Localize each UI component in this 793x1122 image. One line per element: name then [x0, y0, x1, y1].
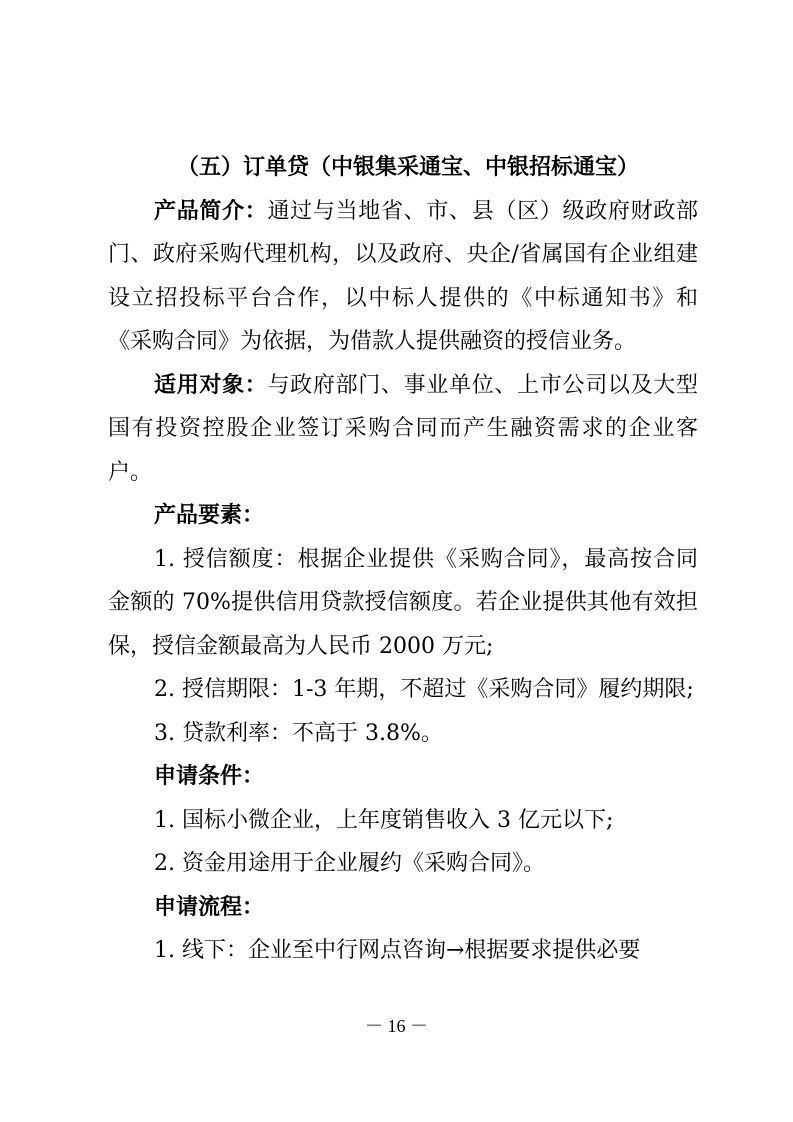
elements-title: 产品要素：: [154, 502, 265, 528]
process-item-offline: 1. 线下：企业至中行网点咨询→根据要求提供必要: [154, 938, 641, 963]
target-text: 与政府部门、事业单位、上市公司以及大型国有投资控股企业签订采购合同而产生融资需求的企业客户。: [108, 372, 698, 485]
conditions-item-enterprise: 1. 国标小微企业，上年度销售收入 3 亿元以下;: [154, 807, 614, 833]
product-intro-paragraph: [108, 190, 698, 364]
section-heading: （五）订单贷（中银集采通宝、中银招标通宝）: [176, 154, 639, 180]
page-number: － 16 －: [365, 1016, 428, 1036]
elements-item-credit-term: 2. 授信期限：1-3 年期，不超过《采购合同》履约期限;: [154, 677, 694, 702]
process-title: 申请流程：: [154, 893, 265, 920]
document-body: [108, 146, 698, 973]
conditions-title: 申请条件：: [154, 763, 265, 789]
conditions-item-fund-use: 2. 资金用途用于企业履约《采购合同》。: [154, 851, 545, 876]
elements-item-interest-rate: 3. 贷款利率：不高于 3.8%。: [154, 720, 443, 746]
target-label: 适用对象：: [154, 371, 268, 398]
product-intro-text: 通过与当地省、市、县（区）级政府财政部门、政府采购代理机构，以及政府、央企/省属国有企业组建设立招投标平台合作，以中标人提供的《中标通知书》和《采购合同》为依据，为借款人提供融资的授信业务。: [108, 198, 698, 354]
elements-item-credit-limit: 1. 授信额度：根据企业提供《采购合同》，最高按合同金额的 70%提供信用贷款授信额度。若企业提供其他有效担保，授信金额最高为人民币 2000 万元;: [108, 546, 698, 659]
product-intro-label: 产品简介：: [154, 197, 268, 224]
target-paragraph: [108, 364, 698, 495]
